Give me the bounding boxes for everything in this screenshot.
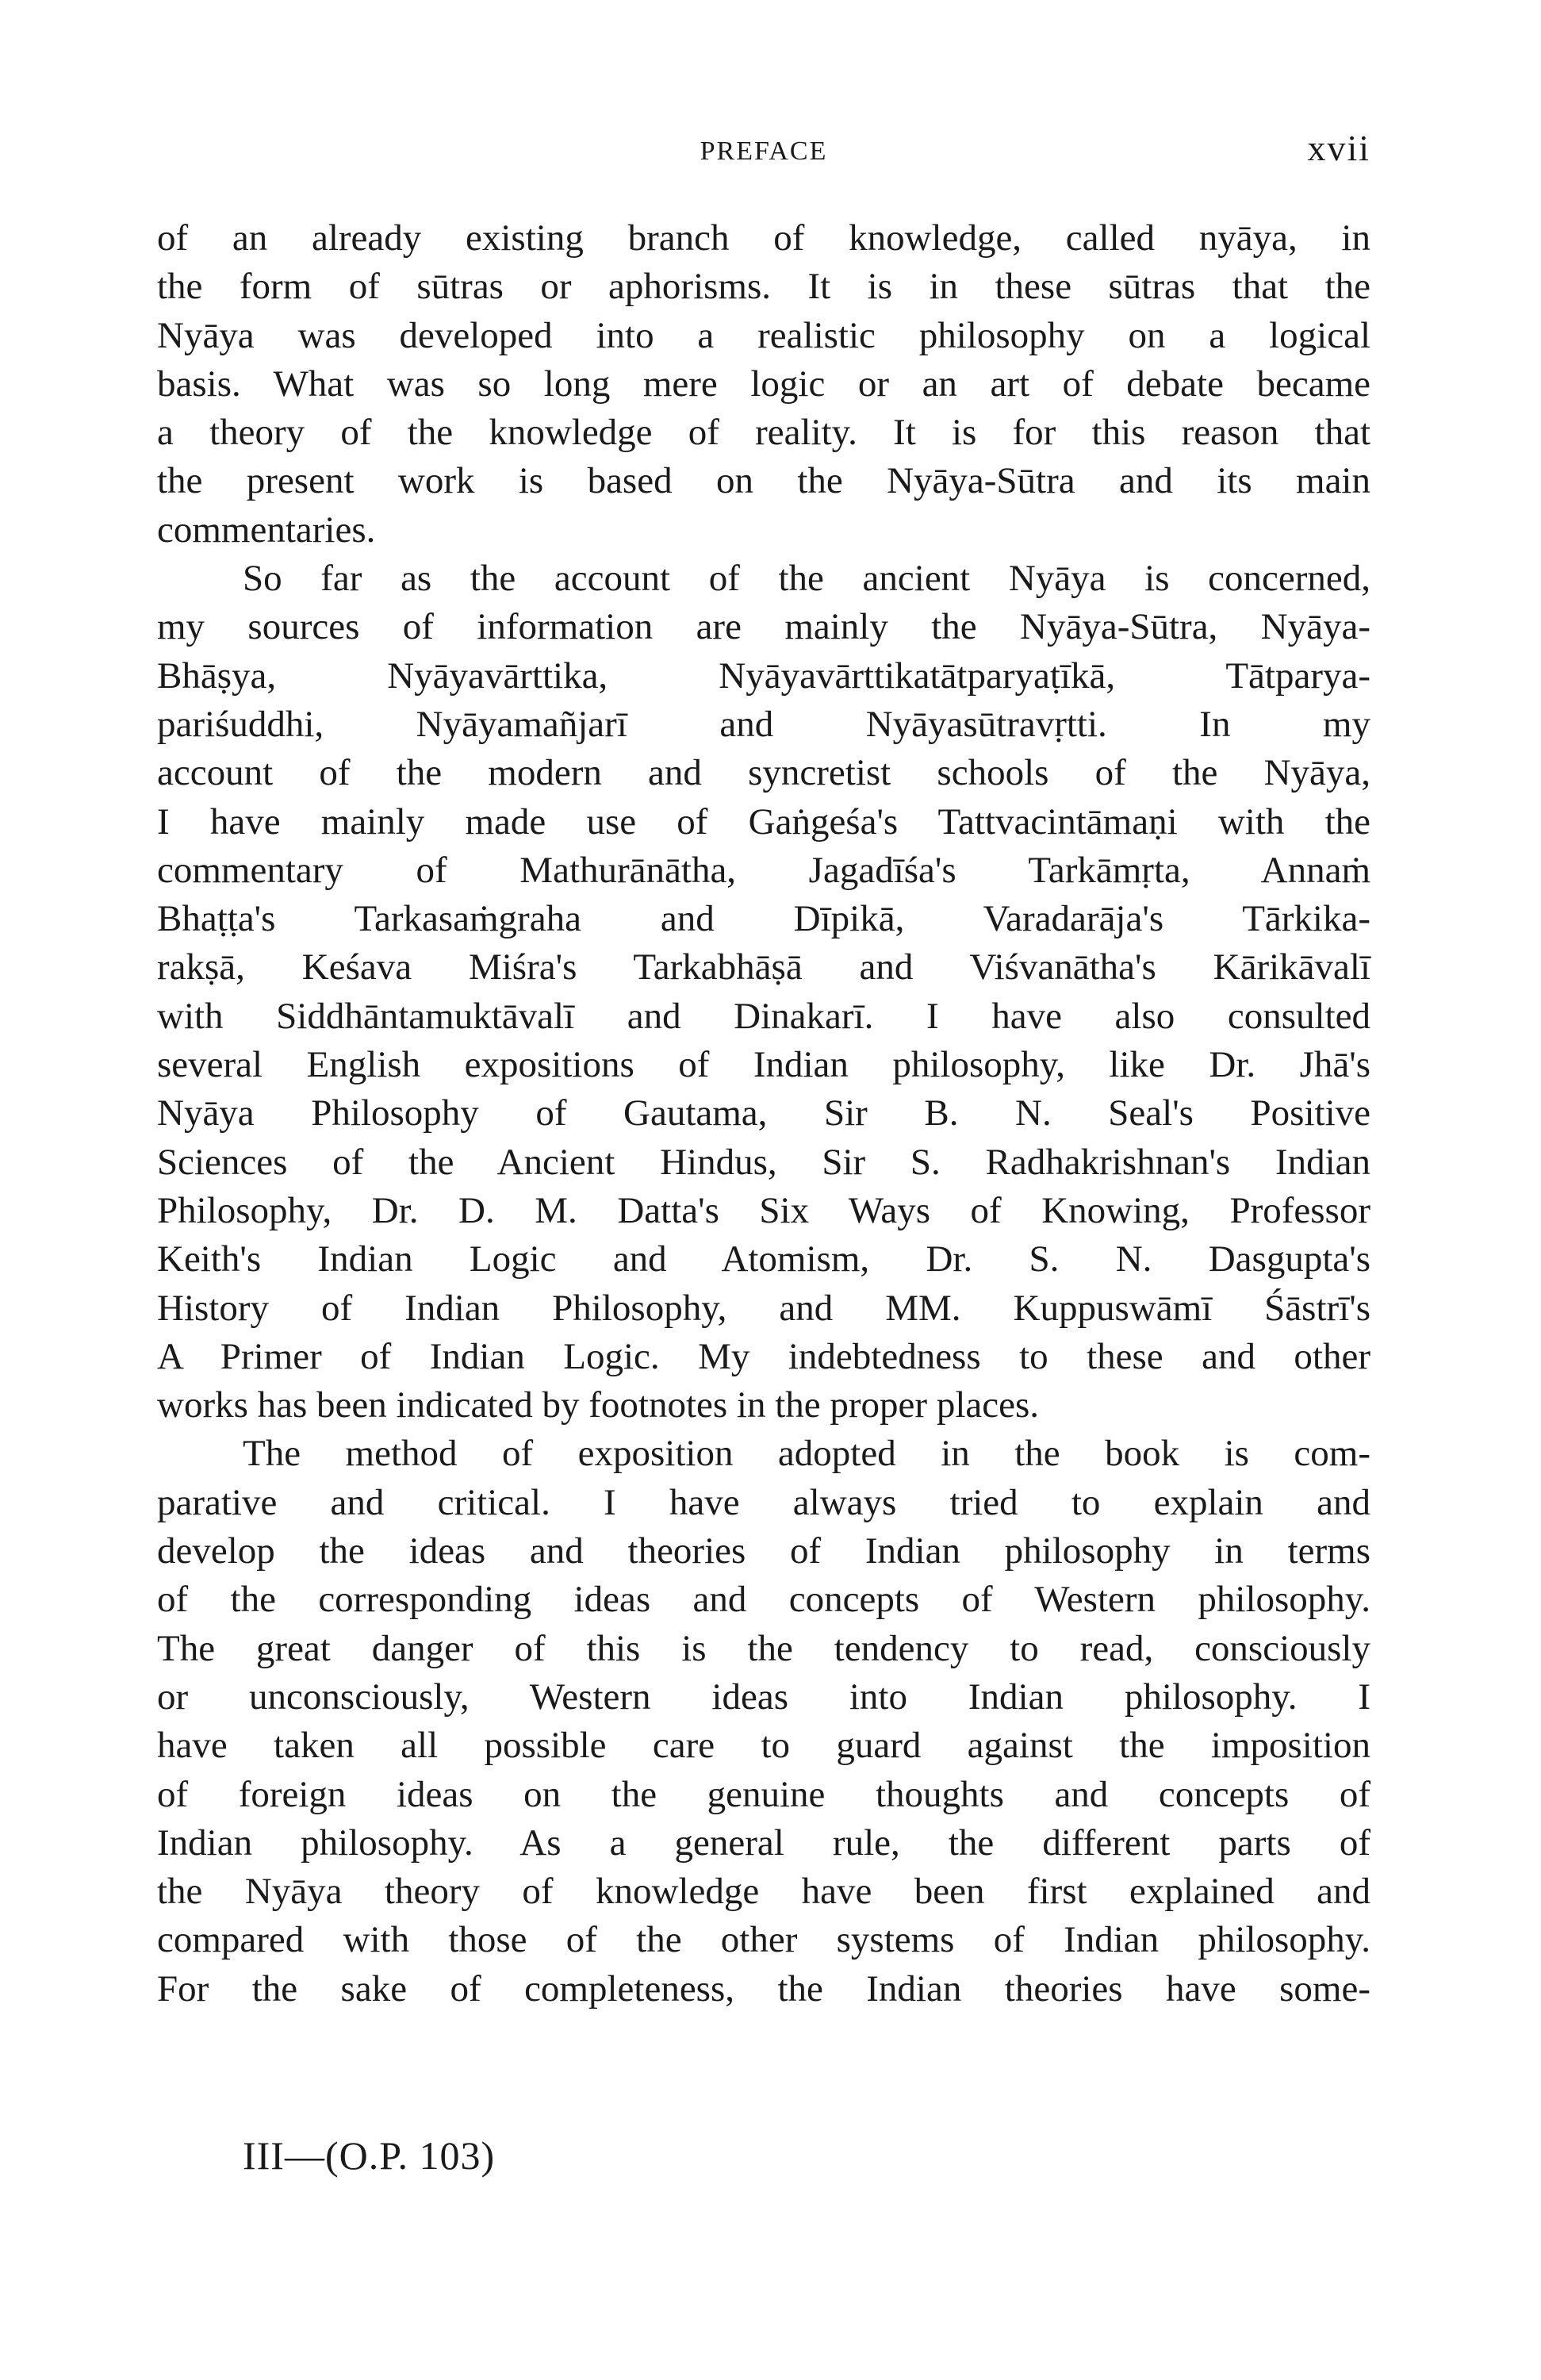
text-line: The method of exposition adopted in the book is com- (243, 1433, 1370, 1475)
running-head: PREFACE (700, 136, 828, 166)
text-line: have taken all possible care to guard against the imposition (157, 1725, 1370, 1767)
text-line: parative and critical. I have always tried to explain and (157, 1481, 1370, 1523)
text-line: A Primer of Indian Logic. My indebtedness to these and other (157, 1335, 1370, 1377)
text-line: develop the ideas and theories of Indian philosophy in terms (157, 1530, 1370, 1572)
text-line: The great danger of this is the tendency to read, consciously (157, 1627, 1370, 1669)
text-line: Philosophy, Dr. D. M. Datta's Six Ways of Knowing, Professor (157, 1189, 1370, 1231)
text-line: Sciences of the Ancient Hindus, Sir S. Radhakrishnan's Indian (157, 1141, 1370, 1183)
text-line: For the sake of completeness, the Indian theories have some- (157, 1967, 1370, 2010)
text-line: with Siddhāntamuktāvalī and Dinakarī. I have also consulted (157, 995, 1370, 1037)
text-line: my sources of information are mainly the Nyāya-Sūtra, Nyāya- (157, 606, 1370, 648)
text-line: History of Indian Philosophy, and MM. Kuppuswāmī Śāstrī's (157, 1287, 1370, 1329)
text-line: pariśuddhi, Nyāyamañjarī and Nyāyasūtravṛtti. In my (157, 703, 1370, 745)
text-line: rakṣā, Keśava Miśra's Tarkabhāṣā and Viśvanātha's Kārikāvalī (157, 946, 1370, 988)
text-line: commentary of Mathurānātha, Jagadīśa's Tarkāmṛta, Annaṁ (157, 849, 1370, 891)
text-line: several English expositions of Indian philosophy, like Dr. Jhā's (157, 1044, 1370, 1086)
preface-body (157, 214, 1370, 2013)
text-line: So far as the account of the ancient Nyāya is concerned, (243, 558, 1370, 600)
text-line: the form of sūtras or aphorisms. It is in these sūtras that the (157, 266, 1370, 308)
text-line: Bhāṣya, Nyāyavārttika, Nyāyavārttikatātparyaṭīkā, Tātparya- (157, 654, 1370, 697)
page-number: xvii (1307, 128, 1370, 168)
text-line: account of the modern and syncretist schools of the Nyāya, (157, 752, 1370, 794)
text-line: a theory of the knowledge of reality. It is for this reason that (157, 412, 1370, 454)
text-line: Keith's Indian Logic and Atomism, Dr. S. N. Dasgupta's (157, 1238, 1370, 1280)
text-line: commentaries. (157, 509, 376, 551)
text-line: Indian philosophy. As a general rule, the different parts of (157, 1821, 1370, 1864)
text-line: I have mainly made use of Gaṅgeśa's Tattvacintāmaṇi with the (157, 800, 1370, 843)
signature-mark: III—(O.P. 103) (243, 2133, 496, 2178)
text-line: or unconsciously, Western ideas into Indian philosophy. I (157, 1676, 1370, 1718)
text-line: Nyāya was developed into a realistic philosophy on a logical (157, 314, 1370, 356)
text-line: compared with those of the other systems of Indian philosophy. (157, 1919, 1370, 1961)
text-line: Nyāya Philosophy of Gautama, Sir B. N. Seal's Positive (157, 1092, 1370, 1134)
text-line: the present work is based on the Nyāya-Sūtra and its main (157, 460, 1370, 502)
text-line: Bhaṭṭa's Tarkasaṁgraha and Dīpikā, Varadarāja's Tārkika- (157, 898, 1370, 940)
text-line: of foreign ideas on the genuine thoughts and concepts of (157, 1773, 1370, 1815)
text-line: works has been indicated by footnotes in the proper places. (157, 1384, 1040, 1426)
page-header (157, 127, 1370, 175)
text-line: the Nyāya theory of knowledge have been first explained and (157, 1871, 1370, 1913)
text-line: of an already existing branch of knowledge, called nyāya, in (157, 217, 1370, 259)
text-line: basis. What was so long mere logic or an art of debate became (157, 363, 1370, 405)
text-line: of the corresponding ideas and concepts of Western philosophy. (157, 1579, 1370, 1621)
